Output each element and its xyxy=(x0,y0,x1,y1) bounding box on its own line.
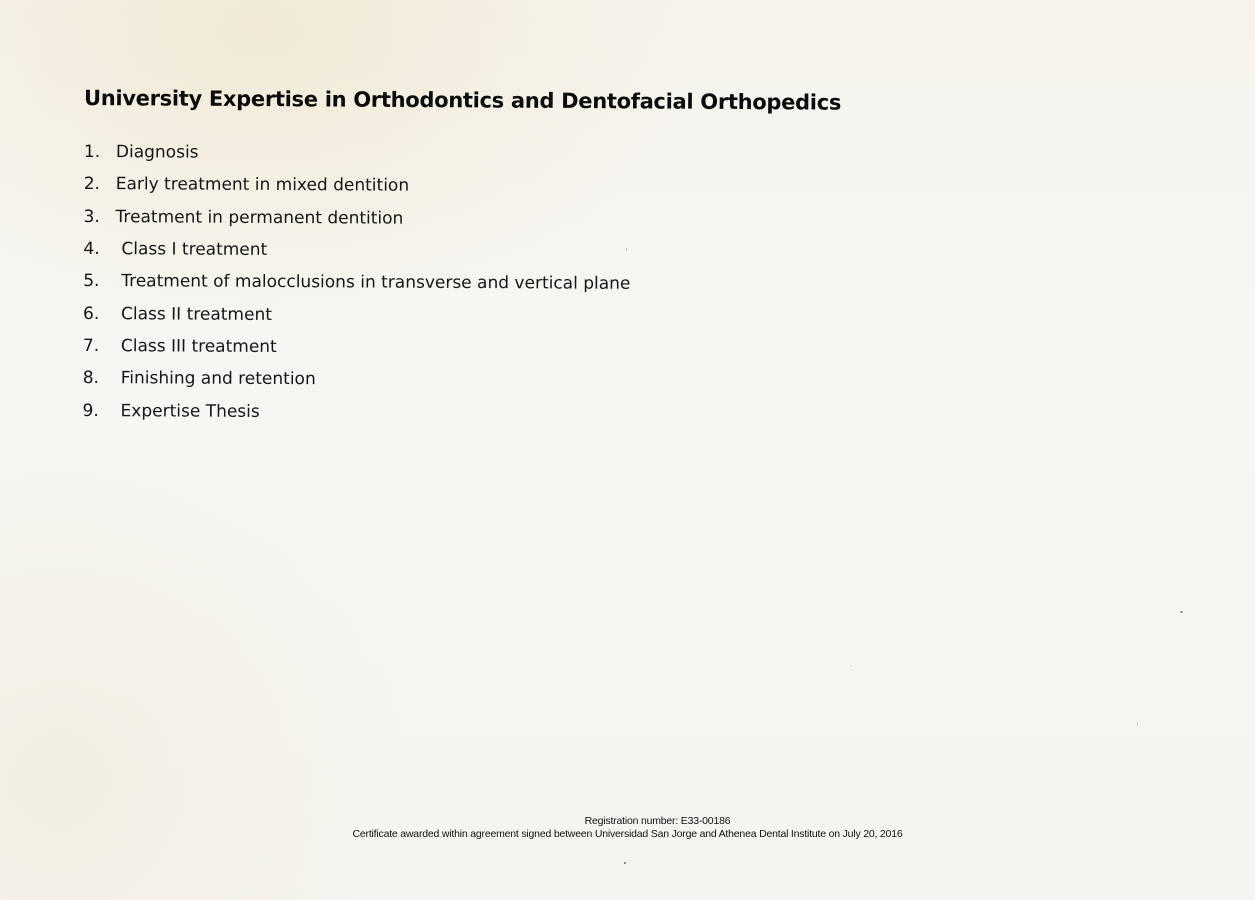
topic-item xyxy=(82,394,629,429)
topic-number: 3. xyxy=(83,206,100,227)
paper-speck xyxy=(1137,722,1138,726)
topic-number: 4. xyxy=(83,239,100,260)
topic-list xyxy=(82,136,631,430)
topic-number: 9. xyxy=(82,400,99,421)
topic-item xyxy=(84,136,631,171)
topic-number: 1. xyxy=(83,142,101,163)
topic-number: 7. xyxy=(82,335,100,357)
topic-label: Treatment in permanent dentition xyxy=(115,206,404,229)
document-title: University Expertise in Orthodontics and Dentofacial Orthopedics xyxy=(83,86,842,115)
topic-number: 8. xyxy=(82,368,100,389)
topic-number: 2. xyxy=(83,174,101,195)
topic-label: Treatment of malocclusions in transverse and vertical plane xyxy=(121,271,631,295)
topic-label: Diagnosis xyxy=(115,142,199,163)
topic-label: Early treatment in mixed dentition xyxy=(115,174,410,197)
paper-speck xyxy=(1180,611,1183,613)
topic-item xyxy=(83,233,630,268)
paper-speck xyxy=(624,862,626,864)
topic-item xyxy=(83,362,630,397)
agreement-note: Certificate awarded within agreement signed between Universidad San Jorge and Athenea Dental Institute on July 20, 2016 xyxy=(352,828,903,840)
topic-label: Class III treatment xyxy=(120,336,277,357)
topic-label: Finishing and retention xyxy=(120,368,316,390)
topic-item xyxy=(84,168,631,203)
topic-item xyxy=(83,330,630,365)
topic-label: Class I treatment xyxy=(121,239,268,260)
topic-item xyxy=(83,265,630,300)
topic-number: 5. xyxy=(83,271,100,292)
paper-speck xyxy=(626,248,627,251)
topic-label: Expertise Thesis xyxy=(120,400,260,422)
topic-number: 6. xyxy=(83,303,100,324)
topic-item xyxy=(83,201,630,236)
topic-item xyxy=(83,297,630,332)
paper-speck xyxy=(851,665,852,667)
topic-label: Class II treatment xyxy=(121,303,272,325)
registration-number: Registration number: E33-00186 xyxy=(584,815,731,827)
certificate-footer xyxy=(0,815,1255,841)
